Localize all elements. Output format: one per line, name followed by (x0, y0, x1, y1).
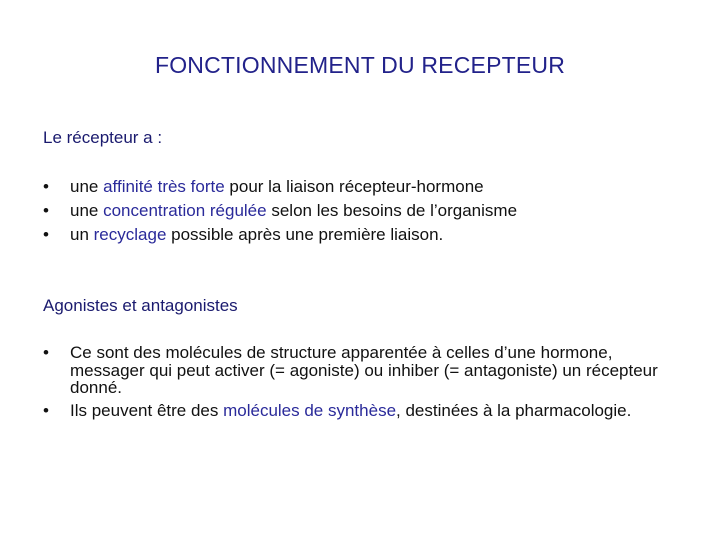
list-item: • Ce sont des molécules de structure apparentée à celles d’une hormone, messager qui peut activer (= agoniste) ou inhiber (= antagoniste) un récepteur donné. (43, 343, 658, 397)
bullet-icon: • (43, 225, 49, 244)
agonist-list (43, 344, 683, 424)
section-heading-agonistes: Agonistes et antagonistes (43, 296, 238, 315)
highlight-term: concentration régulée (103, 201, 267, 220)
list-item: • Ils peuvent être des molécules de synthèse, destinées à la pharmacologie. (43, 400, 632, 420)
page-title: FONCTIONNEMENT DU RECEPTEUR (154, 52, 566, 78)
highlight-term: recyclage (93, 225, 167, 244)
highlight-term: affinité très forte (103, 177, 225, 196)
highlight-term: molécules de synthèse (223, 400, 397, 420)
list-item: • une concentration régulée selon les besoins de l’organisme (43, 199, 683, 223)
list-item: • un recyclage possible après une première liaison. (43, 223, 683, 247)
bullet-icon: • (43, 201, 49, 220)
list-item: • une affinité très forte pour la liaison récepteur-hormone (43, 175, 683, 199)
bullet-icon: • (43, 177, 49, 196)
bullet-icon: • (43, 343, 49, 362)
section-heading-recepteur: Le récepteur a : (43, 128, 163, 147)
bullet-icon: • (43, 400, 49, 420)
receptor-properties-list (43, 175, 683, 247)
